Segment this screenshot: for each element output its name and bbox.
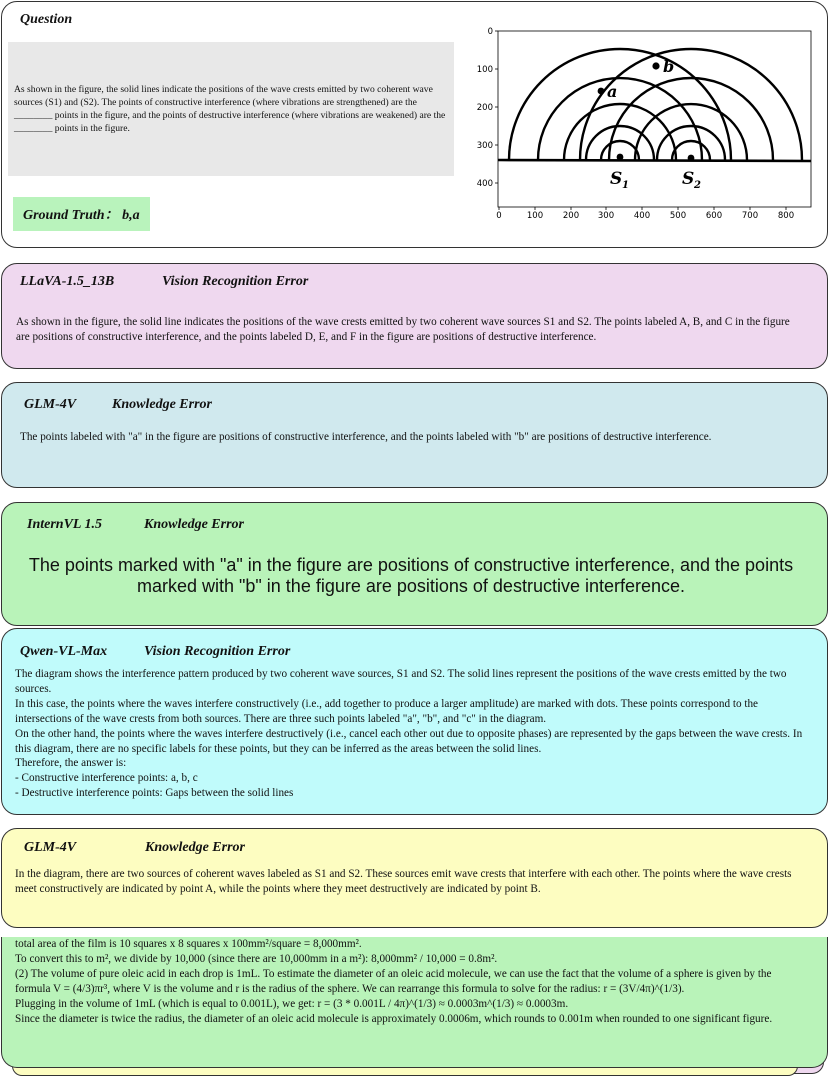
s1-source-dot bbox=[617, 154, 624, 161]
answer-card-glm4v bbox=[1, 382, 828, 488]
x-tick-label: 300 bbox=[597, 211, 615, 221]
answer-text: The points marked with "a" in the figure are positions of constructive interference, and the points marked with "b" in the figure are positions of destructive interference. bbox=[28, 555, 794, 596]
y-tick-label: 200 bbox=[476, 103, 493, 113]
error-type: Knowledge Error bbox=[144, 517, 244, 532]
error-type: Vision Recognition Error bbox=[162, 274, 309, 289]
answer-text: In the diagram, there are two sources of coherent waves labeled as S1 and S2. These sources emit wave crests that interfere with each other. The points where the wave crests meet constructively are indicated by point A, while the points where they meet destructively are indicated by point B. bbox=[15, 868, 792, 895]
answer-text: As shown in the figure, the solid line indicates the positions of the wave crests emitted by two coherent wave sources S1 and S2. The points labeled A, B, and C in the figure are positions of constructive interference, and the points labeled D, E, and F in the figure are positions of destructive interference. bbox=[16, 316, 790, 343]
model-name: GLM-4V bbox=[24, 397, 77, 412]
answer-line: - Destructive interference points: Gaps between the solid lines bbox=[15, 787, 294, 800]
label-b: b bbox=[663, 57, 675, 76]
x-tick-label: 600 bbox=[705, 211, 723, 221]
answer-line: To convert this to m², we divide by 10,000 (since there are 10,000mm in a m²): 8,000mm² / 10,000 = 0.8m². bbox=[15, 952, 498, 965]
model-name: LLaVA-1.5_13B bbox=[20, 274, 115, 289]
overflow-text bbox=[15, 937, 805, 1026]
y-tick-label: 300 bbox=[476, 141, 493, 151]
s2-source-dot bbox=[688, 155, 695, 162]
answer-text: The points labeled with "a" in the figure are positions of constructive interference, and the points labeled with "b" are positions of destructive interference. bbox=[20, 431, 712, 443]
label-s2-subscript: 2 bbox=[694, 180, 701, 191]
overflow-answer-card bbox=[1, 937, 828, 1068]
model-name: Qwen-VL-Max bbox=[20, 644, 108, 659]
model-name: GLM-4V bbox=[24, 840, 77, 855]
answer-line: On the other hand, the points where the waves interfere destructively (i.e., cancel each other out due to opposite phases) are represented by the gaps between the wave crests. In this diagram, there are no specific labels for these points, but they can be inferred as the areas between the solid lines. bbox=[15, 727, 803, 755]
x-axis-ticks bbox=[496, 207, 794, 221]
error-type: Knowledge Error bbox=[112, 397, 212, 412]
answer-line: The diagram shows the interference pattern produced by two coherent wave sources, S1 and S2. The solid lines represent the positions of the wave crests emitted by the two sources. bbox=[15, 668, 787, 695]
y-tick-label: 100 bbox=[476, 65, 493, 75]
answer-card-llava bbox=[1, 263, 828, 369]
question-card bbox=[1, 1, 828, 248]
error-type: Vision Recognition Error bbox=[144, 644, 291, 659]
answer-line: In this case, the points where the waves interfere constructively (i.e., add together to produce a larger amplitude) are marked with dots. These points correspond to the intersections of the wave crests from both sources. There are three such points labeled "a", "b", and "c" in the diagram. bbox=[15, 697, 759, 725]
error-type: Knowledge Error bbox=[145, 840, 245, 855]
x-tick-label: 800 bbox=[777, 211, 795, 221]
label-a: a bbox=[607, 82, 618, 101]
y-tick-label: 400 bbox=[476, 179, 493, 189]
y-axis-ticks bbox=[477, 27, 498, 189]
question-text: As shown in the figure, the solid lines indicate the positions of the wave crests emitted by two coherent wave sources (S1) and (S2). The points of constructive interference (where vibrations are strengthened) are the ________ points in the figure, and the points of destructive interference (where vibrations are weakened) are the ________ points in the figure. bbox=[14, 84, 446, 134]
x-tick-label: 0 bbox=[496, 211, 502, 221]
answer-line: Plugging in the volume of 1mL (which is equal to 0.001L), we get: r = (3 * 0.001L / 4π)^(1/3) ≈ 0.0003m^(1/3) ≈ 0.0003m. bbox=[15, 997, 569, 1010]
answer-card-glm4v-2 bbox=[1, 828, 828, 928]
x-tick-label: 200 bbox=[562, 211, 580, 221]
point-a-dot bbox=[598, 88, 605, 95]
x-tick-label: 100 bbox=[526, 211, 544, 221]
answer-line: Since the diameter is twice the radius, the diameter of an oleic acid molecule is approximately 0.0006m, which rounds to 0.001m when rounded to one significant figure. bbox=[15, 1012, 773, 1025]
y-tick-label: 0 bbox=[487, 27, 493, 37]
x-tick-label: 400 bbox=[633, 211, 651, 221]
label-s1-subscript: 1 bbox=[622, 180, 629, 191]
question-box bbox=[8, 42, 454, 176]
baseline bbox=[498, 160, 811, 161]
x-tick-label: 500 bbox=[669, 211, 687, 221]
answer-line: - Constructive interference points: a, b, c bbox=[15, 772, 198, 785]
label-s2: S bbox=[682, 169, 695, 189]
point-b-dot bbox=[652, 62, 659, 69]
model-name: InternVL 1.5 bbox=[27, 517, 102, 532]
ground-truth-badge: Ground Truth： b,a bbox=[13, 197, 150, 231]
answer-text bbox=[15, 667, 815, 801]
answer-line: (2) The volume of pure oleic acid in each drop is 1mL. To estimate the diameter of an oleic acid molecule, we can use the fact that the volume of a sphere is given by the formula V = (4/3)πr³, where V is the volume and r is the radius of the sphere. We can rearrange this formula to solve for the radius: r = (3V/4π)^(1/3). bbox=[15, 967, 772, 995]
answer-card-internvl bbox=[1, 502, 828, 626]
answer-card-qwen-vl-max bbox=[1, 628, 828, 815]
question-heading: Question bbox=[20, 12, 73, 27]
wave-interference-figure bbox=[460, 16, 824, 238]
x-tick-label: 700 bbox=[741, 211, 759, 221]
answer-line: total area of the film is 10 squares x 8 squares x 100mm²/square = 8,000mm². bbox=[15, 938, 362, 950]
answer-line: Therefore, the answer is: bbox=[15, 757, 127, 770]
label-s1: S bbox=[610, 169, 623, 189]
